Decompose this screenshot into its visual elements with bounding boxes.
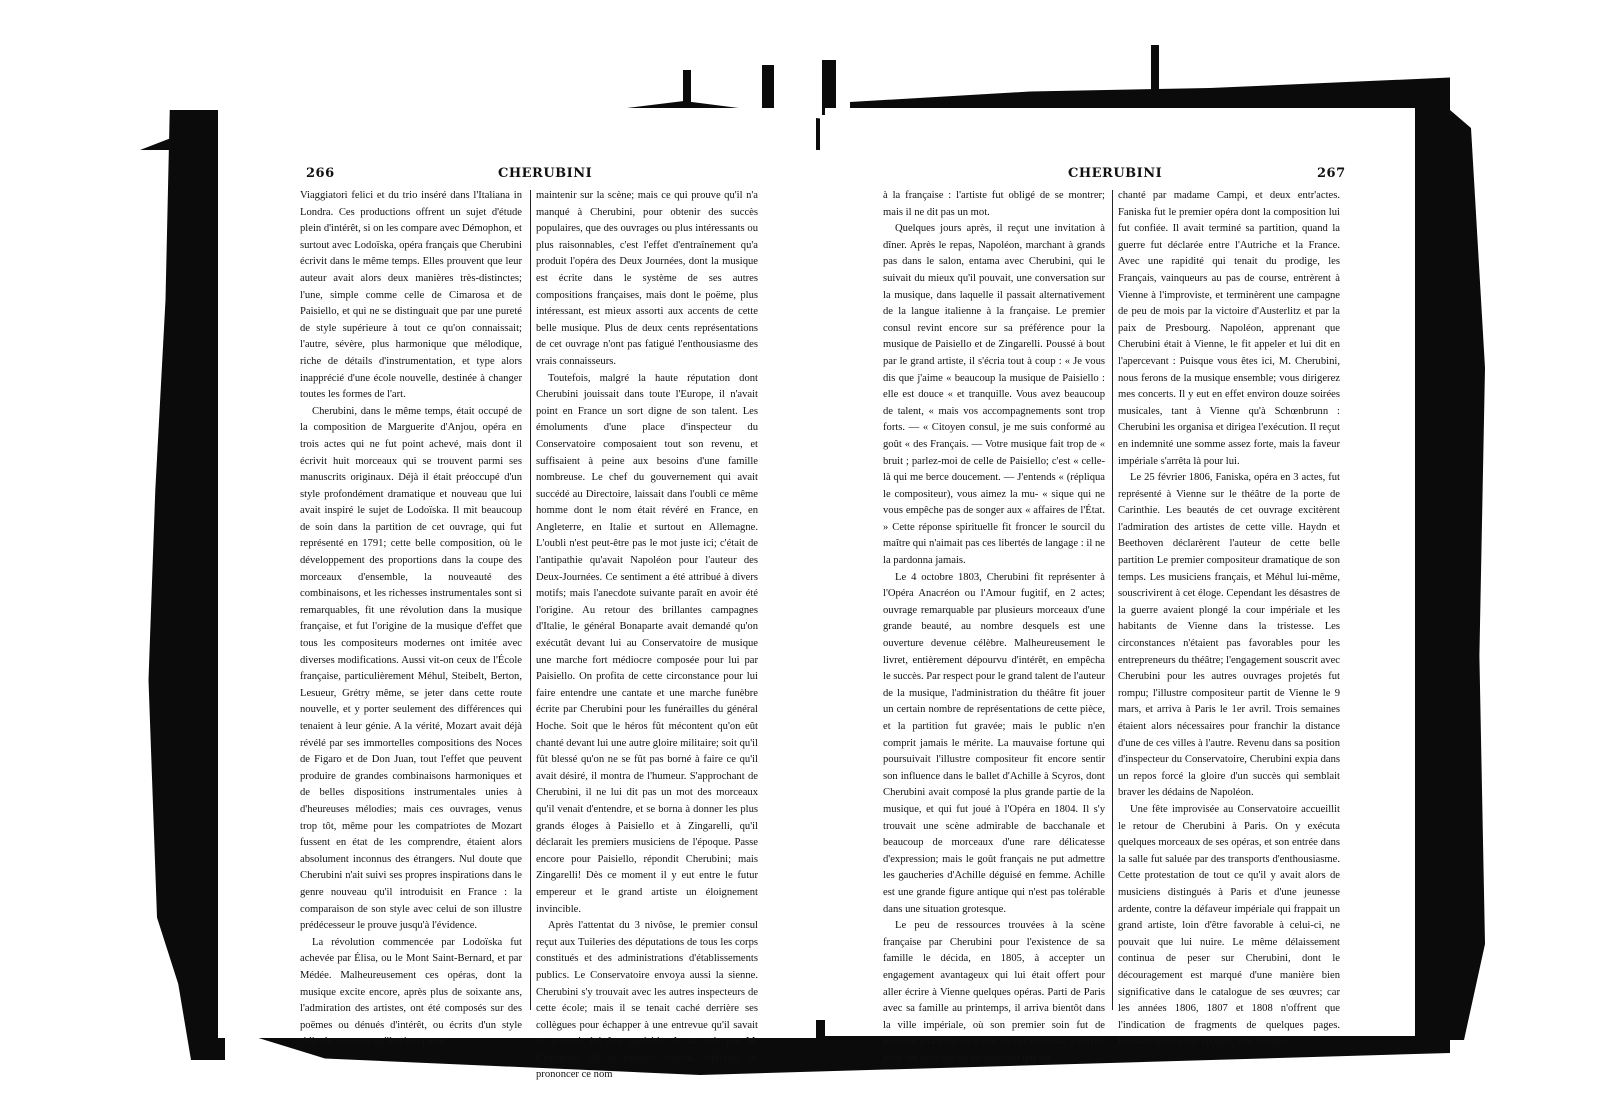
left-page <box>218 108 816 1081</box>
left-page-number: 266 <box>306 166 335 181</box>
column-divider <box>530 190 531 1010</box>
right-column-2 <box>1118 188 1340 1048</box>
paragraph: Toutefois, malgré la haute réputation dont Cherubini jouissait dans toute l'Europe, il n'avait point en France un sort digne de son talent. Les émoluments d'une place d'inspecteur du Conservatoire composaient tout son revenu, et suffisaient à peine aux besoins d'une famille nombreuse. Le chef du gouvernement qui avait succédé au Directoire, laissait dans l'oubli ce même homme dont le nom était révéré en France, en Angleterre, en Italie et surtout en Allemagne. L'oubli n'est peut-être pas le mot juste ici; c'était de l'antipathie qu'avait Napoléon pour l'auteur des Deux-Journées. Ce sentiment a été attribué à divers motifs; mais l'anecdote suivante paraît en avoir été l'origine. Au retour des brillantes campagnes d'Italie, le général Bonaparte avait demandé qu'on exécutât devant lui au Conservatoire de musique une marche fort médiocre composée pour lui par Paisiello. On profita de cette circonstance pour lui faire entendre une cantate et une marche funèbre écrite par Cherubini pour les funérailles du général Hoche. Soit que le héros fût mécontent qu'on eût chanté devant lui une autre gloire militaire; soit qu'il fût blessé qu'on ne se fût pas borné à faire ce qu'il avait désiré, il montra de l'humeur. S'approchant de Cherubini, il ne lui dit pas un mot des morceaux qu'il venait d'entendre, et se borna à donner les plus grands éloges à Paisiello et à Zingarelli, qu'il déclarait les premiers musiciens de l'époque. Passe encore pour Paisiello, répondit Cherubini; mais Zingarelli! Dès ce moment il y eut entre le futur empereur et le grand artiste un éloignement invincible. <box>536 372 758 915</box>
paragraph: Une fête improvisée au Conservatoire accueillit le retour de Cherubini à Paris. On y exécuta quelques morceaux de ses opéras, et son entrée dans la salle fut saluée par des transports d'enthousiasme. Cette protestation de tout ce qu'il y avait alors de musiciens distingués à Paris et d'une jeunesse ardente, contre la défaveur impériale qui frappait un grand artiste, loin d'être favorable à celui-ci, ne pouvait que lui nuire. Le même délaissement continua de peser sur Cherubini, dont le découragement est marqué d'une manière bien significative dans le catalogue de ses œuvres; car les années 1806, 1807 et 1808 n'offrent que l'indication de fragments de quelques pages. Pendant toute cette époque, une occupa- <box>1118 803 1340 1048</box>
right-running-head: CHERUBINI <box>1068 166 1163 181</box>
left-column-2 <box>536 188 758 1081</box>
left-running-head: CHERUBINI <box>498 166 593 181</box>
left-column-1 <box>300 188 522 1048</box>
bookmark-tab-2 <box>762 65 774 110</box>
paragraph: à la française : l'artiste fut obligé de se montrer; mais il ne dit pas un mot. <box>883 190 1105 218</box>
paragraph: La révolution commencée par Lodoïska fut achevée par Élisa, ou le Mont Saint-Bernard, et par Médée. Malheureusement ces opéras, dont la musique excite encore, après plus de soixante ans, l'admiration des artistes, ont été composés sur des poëmes ou dénués d'intérêt, ou écrits d'un style ridicule; en sorte qu'ils n'ont pu se <box>300 936 522 1048</box>
paragraph: Viaggiatori felici et du trio inséré dans l'Italiana in Londra. Ces productions offrent un sujet d'étude plein d'intérêt, si on les compare avec Démophon, et surtout avec Lodoïska, opéra français que Cherubini écrivit dans le même temps. Elles prouvent que leur auteur avait alors deux manières très-distinctes; l'une, simple comme celle de Cimarosa et de Paisiello, et qui ne se distinguait que par une pureté de style supérieure à tout ce qu'on connaissait; l'autre, sévère, plus harmonique que mélodique, riche de détails d'instrumentation, et type alors inapprécié d'une école nouvelle, destinée à changer toutes les formes de l'art. <box>300 190 522 401</box>
right-page-number: 267 <box>1317 166 1346 181</box>
paragraph: Après l'attentat du 3 nivôse, le premier consul reçut aux Tuileries des députations de tous les corps constitués et des administrations d'établissements publics. Le Conservatoire envoya aussi la sienne. Cherubini s'y trouvait avec les autres inspecteurs de cette école; mais il se tenait caché derrière ses collègues pour échapper à une entrevue qu'il savait ne pouvoir lui être agréable. Je ne vois pas M. Cherubini, dit le premier consul, affectant de prononcer ce nom <box>536 920 758 1081</box>
column-divider <box>1112 190 1113 1010</box>
scan-border-left-side <box>140 110 225 1060</box>
paragraph: Cherubini, dans le même temps, était occupé de la composition de Marguerite d'Anjou, opéra en trois actes qui ne fut point achevé, mais dont il écrivit huit morceaux qui se trouvent parmi ses manuscrits originaux. Déjà il était préoccupé d'un style profondément dramatique et nouveau que lui avait inspiré le sujet de Lodoïska. Il mit beaucoup de soin dans la partition de cet ouvrage, qui fut représenté en 1791; cette belle composition, où le développement des proportions dans la coupe des morceaux d'ensemble, la nouveauté des combinaisons, et les richesses instrumentales sont si remarquables, fit une révolution dans la musique française, et fut l'origine de la musique d'effet que tous les compositeurs modernes ont imitée avec diverses modifications. Aussi vit-on ceux de l'École française, particulièrement Méhul, Steibelt, Berton, Lesueur, Grétry même, se jeter dans cette route nouvelle, et y porter seulement des différences qui tenaient à leur génie. A la vérité, Mozart avait déjà révélé par ses immortelles compositions des Noces de Figaro et de Don Juan, tout l'effet que peuvent produire de grandes combinaisons harmoniques et de belles dispositions instrumentales unies à d'heureuses mélodies; mais ces ouvrages, venus trop tôt, même pour les compatriotes de Mozart fussent en état de les comprendre, étaient alors absolument inconnus des étrangers. Nul doute que Cherubini n'ait suivi ses propres inspirations dans le genre nouveau qu'il introduisit en France : la comparaison de son style avec celui de son illustre prédécesseur le prouve jusqu'à l'évidence. <box>300 405 522 932</box>
right-page <box>825 108 1415 1064</box>
bookmark-tab-3 <box>822 60 836 115</box>
bookmark-tab-1 <box>683 70 691 110</box>
paragraph: Le 4 octobre 1803, Cherubini fit représenter à l'Opéra Anacréon ou l'Amour fugitif, en 2 actes; ouvrage remarquable par plusieurs morceaux d'une grande beauté, au nombre desquels est une ouverture devenue célèbre. Malheureusement le livret, entièrement dépourvu d'intérêt, en empêcha le succès. Par respect pour le grand talent de l'auteur de la musique, l'administration du théâtre fit jouer un certain nombre de représentations de cette pièce, et la partition fut gravée; mais le public n'en comprit jamais le mérite. La mauvaise fortune qui poursuivait l'illustre compositeur fit encore sentir son influence dans le ballet d'Achille à Scyros, dont Cherubini avait composé la plus grande partie de la musique, et qui fut joué à l'Opéra en 1804. Il s'y trouvait une scène admirable de bacchanale et beaucoup de morceaux d'une rare délicatesse d'expression; mais le goût français ne put admettre les gaucheries d'Achille déguisé en femme. Achille est une grande figure antique qui n'est pas tolérable dans une situation grotesque. <box>883 571 1105 915</box>
paragraph: chanté par madame Campi, et deux entr'actes. Faniska fut le premier opéra dont la composition lui fut confiée. Il avait terminé sa partition, quand la guerre fut déclarée entre l'Autriche et la France. Avec une rapidité qui tenait du prodige, les Français, vainqueurs au pas de course, entrèrent à Vienne à l'improviste, et terminèrent une campagne de peu de mois par la victoire d'Austerlitz et par la paix de Presbourg. Napoléon, apprenant que Cherubini était à Vienne, le fit appeler et lui dit en l'apercevant : Puisque vous êtes ici, M. Cherubini, nous ferons de la musique ensemble; vous dirigerez mes concerts. Il y eut en effet environ douze soirées musicales, tant à Vienne qu'à Schœnbrunn : Cherubini les organisa et dirigea l'exécution. Il reçut en indemnité une somme assez forte, mais la faveur impériale s'arrêta là pour lui. <box>1118 190 1340 467</box>
scan-border-right-side <box>1415 80 1485 1040</box>
bookmark-tab-4 <box>1151 45 1159 95</box>
paragraph: Le peu de ressources trouvées à la scène française par Cherubini pour l'existence de sa famille le décida, en 1805, à accepter un engagement avantageux qui lui était offert pour aller écrire à Vienne quelques opéras. Parti de Paris avec sa famille au printemps, il arriva bientôt dans la ville impériale, où son premier soin fut de présider à la mise en scène de sa Lodoïska. Il écrivit pour cet ouvrage un air nouveau qui fut <box>883 920 1105 1064</box>
paragraph: Le 25 février 1806, Faniska, opéra en 3 actes, fut représenté à Vienne sur le théâtre de la porte de Carinthie. Les beautés de cet ouvrage excitèrent l'admiration des artistes de cette ville. Haydn et Beethoven déclarèrent l'auteur de cette belle partition Le premier compositeur dramatique de son temps. Les musiciens français, et Méhul lui-même, souscrivirent à cet éloge. Cependant les désastres de la guerre avaient plongé la cour impériale et les habitants de Vienne dans la tristesse. Les circonstances n'étaient pas favorables pour les entrepreneurs du théâtre; l'engagement souscrit avec Cherubini pour les autres ouvrages projetés fut rompu; l'illustre compositeur partit de Vienne le 9 mars, et arriva à Paris le 1er avril. Trois semaines étaient alors nécessaires pour franchir la distance d'une de ces villes à l'autre. Revenu dans sa position d'inspecteur du Conservatoire, Cherubini expia dans un repos forcé la gloire d'un succès qui semblait braver les dédains de Napoléon. <box>1118 472 1340 799</box>
right-column-1 <box>883 188 1105 1064</box>
paragraph: maintenir sur la scène; mais ce qui prouve qu'il n'a manqué à Cherubini, pour obtenir des succès populaires, que des ouvrages ou plus intéressants ou plus raisonnables, c'est l'effet d'entraînement qu'a produit l'opéra des Deux Journées, dont la musique est écrite dans le système de ses autres compositions françaises, mais dont le poëme, plus intéressant, est mieux assorti aux accents de cette belle musique. Plus de deux cents représentations de cet ouvrage n'ont pas fatigué l'enthousiasme des vrais connaisseurs. <box>536 190 758 367</box>
paragraph: Quelques jours après, il reçut une invitation à dîner. Après le repas, Napoléon, marchant à grands pas dans le salon, entama avec Cherubini, qui le suivait du mieux qu'il pouvait, une conversation sur la musique, dans laquelle il passait alternativement de la langue italienne à la française. Le premier consul revint encore sur sa préférence pour la musique de Paisiello et de Zingarelli. Poussé à bout par le grand artiste, il s'écria tout à coup : « Je vous dis que j'aime « beaucoup la musique de Paisiello : elle est douce « et tranquille. Vous avez beaucoup de talent, « mais vos accompagnements sont trop forts. — « Citoyen consul, je me suis conformé au goût « des Français. — Votre musique fait trop de « bruit ; parlez-moi de celle de Paisiello; c'est « celle-là qui me berce doucement. — J'entends « (répliqua le compositeur), vous aimez la mu- « sique qui ne vous empêche pas de songer aux « affaires de l'État. » Cette réponse spirituelle fit froncer le sourcil du maître qui n'aimait pas ces libertés de langage : il ne la pardonna jamais. <box>883 223 1105 567</box>
